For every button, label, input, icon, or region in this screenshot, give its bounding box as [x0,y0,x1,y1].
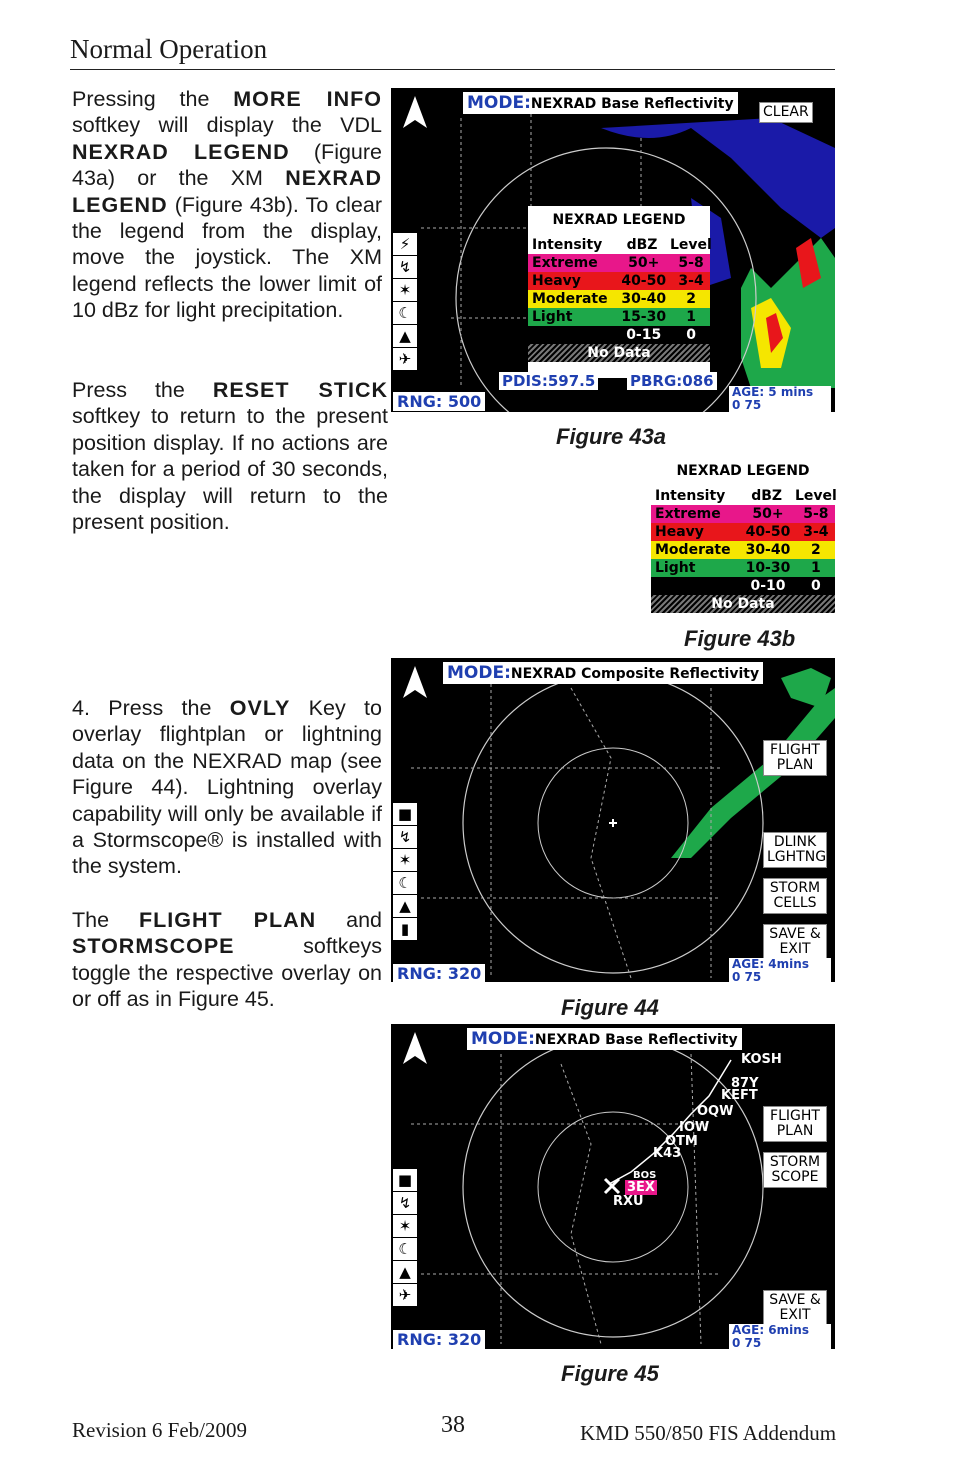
header-rule [70,69,835,70]
pdis-readout: PDIS:597.5 [499,372,598,390]
legend-row: Extreme 50+ 5-8 [651,505,835,523]
footer-revision: Revision 6 Feb/2009 [72,1418,248,1442]
paragraph-reset-stick: Press the RESET STICK softkey to return to the present position display. If no actions are taken for a period of 30 seconds, the display will return to the present position. [72,378,388,535]
airport-icon: ✶ [393,279,417,302]
airport-icon: ✶ [393,1215,417,1238]
overlay-status-icon: ▮ [393,918,417,941]
waypoint-label: RXU [613,1194,644,1209]
airway-icon: ✈ [393,1284,417,1307]
caption-43a: Figure 43a [556,424,667,449]
waypoint-label: K43 [653,1146,682,1161]
moon-icon: ☾ [393,872,417,895]
legend-row: Moderate 30-40 2 [528,290,710,308]
waypoint-label: IOW [679,1120,710,1135]
legend-row: Moderate 30-40 2 [651,541,835,559]
mode-indicator: MODE:NEXRAD Base Reflectivity [463,92,738,114]
flight-plan-button[interactable]: FLIGHT PLAN [763,740,827,776]
caption-45: Figure 45 [561,1361,659,1386]
save-exit-button[interactable]: SAVE & EXIT [763,1290,827,1326]
paragraph-flight-plan: The FLIGHT PLAN and STORMSCOPE softkeys toggle the respective overlay on or off as in Figure 45. [72,908,382,1012]
legend-rows [651,505,835,613]
overlay-icon-column [393,1169,417,1307]
legend-rows [528,254,710,362]
moon-icon: ☾ [393,302,417,325]
paragraph-more-info: Pressing the MORE INFO softkey will display the VDL NEXRAD LEGEND (Figure 43a) or the XM NEXRAD LEGEND (Figure 43b). To clear the legend from the display, move the joystick. The XM legend reflects the lower limit of 10 dBz for light precipitation. [72,87,382,323]
pbrg-readout: PBRG:086 [627,372,717,390]
page-header: Normal Operation [70,34,268,64]
terrain-icon: ▲ [393,1261,417,1284]
range-readout: RNG: 320 [393,964,485,982]
figure-44-screen [391,658,835,982]
legend-row: 0-10 0 [651,577,835,595]
age-indicator: AGE: 4mins 0 75 [729,958,831,982]
lightning-icon: ↯ [393,1192,417,1215]
terrain-icon: ▲ [393,325,417,348]
figure-43a-screen [391,88,835,412]
legend-nodata-row: No Data [528,344,710,362]
caption-43b: Figure 43b [684,626,796,651]
legend-header-row: Intensity dBZ Level [532,237,712,253]
stormscope-button[interactable]: STORM SCOPE [763,1152,827,1188]
waypoint-label: KOSH [741,1052,782,1067]
caption-44: Figure 44 [561,995,659,1020]
dlink-lightning-button[interactable]: DLINK LGHTNG [763,832,827,868]
mode-indicator: MODE:NEXRAD Base Reflectivity [467,1028,742,1050]
legend-row: Heavy 40-50 3-4 [651,523,835,541]
nexrad-legend-43b [651,455,835,617]
waypoint-label: OQW [697,1104,734,1119]
overlay-icon-column [393,803,417,941]
storm-cells-button[interactable]: STORM CELLS [763,878,827,914]
legend-row: Extreme 50+ 5-8 [528,254,710,272]
waypoint-label: 3EX [627,1180,655,1195]
page-number: 38 [441,1412,465,1438]
footer-title: KMD 550/850 FIS Addendum [580,1421,837,1445]
overlay-icon-column [393,233,417,371]
waypoint-label: KEFT [721,1088,758,1103]
legend-header-row: Intensity dBZ Level [655,488,837,504]
paragraph-ovly: 4. Press the OVLY Key to overlay flightplan or lightning data on the NEXRAD map (see Figure 44). Lightning overlay capability will only be available if a Stormscope® is installed with the system. [72,696,382,879]
lightning-icon: ↯ [393,256,417,279]
save-exit-button[interactable]: SAVE & EXIT [763,924,827,960]
terrain-icon: ▲ [393,895,417,918]
age-indicator: AGE: 5 mins 0 75 [729,386,831,412]
range-readout: RNG: 320 [393,1330,485,1349]
nexrad-legend-43a [528,206,710,378]
legend-nodata-row: No Data [651,595,835,613]
flight-plan-button[interactable]: FLIGHT PLAN [763,1106,827,1142]
mode-indicator: MODE:NEXRAD Composite Reflectivity [443,662,763,684]
airway-icon: ✈ [393,348,417,371]
moon-icon: ☾ [393,1238,417,1261]
legend-title: NEXRAD LEGEND [552,212,686,228]
stormscope-icon: ■ [393,803,417,826]
legend-row: 0-15 0 [528,326,710,344]
airport-icon: ✶ [393,849,417,872]
legend-row: Light 15-30 1 [528,308,710,326]
range-readout: RNG: 500 [393,392,485,411]
waypoint-label: 87Y [731,1076,759,1091]
stormscope-icon: ■ [393,1169,417,1192]
stormscope-icon: ⚡ [393,233,417,256]
waypoint-label: BOS [633,1170,657,1181]
figure-45-screen [391,1024,835,1349]
legend-title: NEXRAD LEGEND [676,463,810,479]
waypoint-label: OTM [665,1134,698,1149]
age-indicator: AGE: 6mins 0 75 [729,1324,831,1349]
legend-row: Light 10-30 1 [651,559,835,577]
legend-row: Heavy 40-50 3-4 [528,272,710,290]
clear-button[interactable]: CLEAR [759,102,813,123]
lightning-icon: ↯ [393,826,417,849]
